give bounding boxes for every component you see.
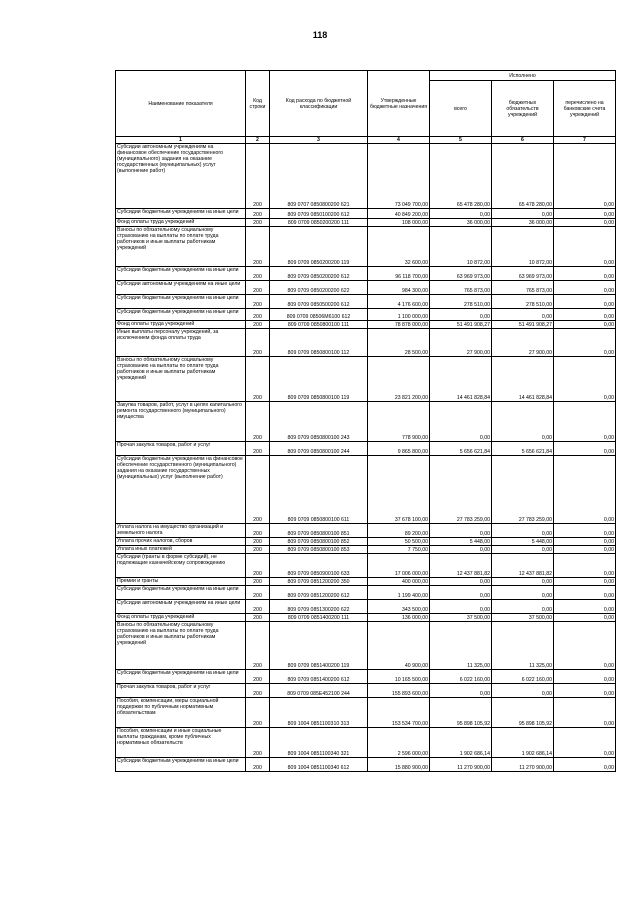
row-budget-inst: 5 448,00 <box>492 538 554 546</box>
row-code: 200 <box>246 614 270 622</box>
row-expense-code: 809 0709 0851200200 612 <box>270 586 368 600</box>
row-budget-inst: 63 969 973,00 <box>492 267 554 281</box>
row-total: 11 270 900,00 <box>430 758 492 772</box>
row-name: Пособия, компенсации, меры социальной поддержки по публичным нормативным обязательствам <box>116 698 246 728</box>
row-bank-transfer: 0,00 <box>554 281 616 295</box>
row-budget-inst: 37 500,00 <box>492 614 554 622</box>
row-bank-transfer: 0,00 <box>554 728 616 758</box>
table-row <box>116 309 616 321</box>
row-code: 200 <box>246 698 270 728</box>
row-budget-inst: 95 898 105,92 <box>492 698 554 728</box>
row-bank-transfer: 0,00 <box>554 321 616 329</box>
row-total: 37 500,00 <box>430 614 492 622</box>
row-approved: 96 118 700,00 <box>368 267 430 281</box>
row-bank-transfer: 0,00 <box>554 295 616 309</box>
row-name: Взносы по обязательному социальному страхованию на выплаты по оплате труда работников и иные выплаты работникам учреждений <box>116 357 246 402</box>
row-expense-code: 809 0709 0851400200 612 <box>270 670 368 684</box>
row-expense-code: 809 0709 08506M6100 612 <box>270 309 368 321</box>
row-bank-transfer: 0,00 <box>554 209 616 219</box>
row-total: 1 902 686,14 <box>430 728 492 758</box>
row-code: 200 <box>246 456 270 524</box>
row-name: Субсидии бюджетным учреждениям на иные цели <box>116 267 246 281</box>
col-number: 4 <box>368 137 430 144</box>
row-budget-inst: 0,00 <box>492 578 554 586</box>
row-code: 200 <box>246 329 270 357</box>
row-bank-transfer: 0,00 <box>554 578 616 586</box>
header-code: Код строки <box>246 71 270 137</box>
row-approved: 984 300,00 <box>368 281 430 295</box>
row-bank-transfer: 0,00 <box>554 357 616 402</box>
row-approved: 73 049 700,00 <box>368 144 430 209</box>
header-executed: Исполнено <box>430 71 616 81</box>
row-budget-inst: 6 022 160,00 <box>492 670 554 684</box>
row-expense-code: 809 0709 0850800100 852 <box>270 538 368 546</box>
row-total: 10 872,00 <box>430 227 492 267</box>
row-approved: 37 678 100,00 <box>368 456 430 524</box>
row-name: Взносы по обязательному социальному страхованию на выплаты по оплате труда работников и иные выплаты работникам учреждений <box>116 622 246 670</box>
row-code: 200 <box>246 209 270 219</box>
row-approved: 17 006 000,00 <box>368 554 430 578</box>
row-approved: 1 199 400,00 <box>368 586 430 600</box>
row-budget-inst: 65 478 280,00 <box>492 144 554 209</box>
row-total: 27 783 259,00 <box>430 456 492 524</box>
table-row <box>116 267 616 281</box>
row-approved: 4 176 600,00 <box>368 295 430 309</box>
row-approved: 23 821 200,00 <box>368 357 430 402</box>
row-approved: 15 880 900,00 <box>368 758 430 772</box>
row-expense-code: 809 0709 0850900100 633 <box>270 554 368 578</box>
table-row <box>116 586 616 600</box>
row-budget-inst: 36 000,00 <box>492 219 554 227</box>
row-code: 200 <box>246 600 270 614</box>
table-row <box>116 402 616 442</box>
page-number: 118 <box>312 30 328 40</box>
row-code: 200 <box>246 622 270 670</box>
row-total: 95 898 105,92 <box>430 698 492 728</box>
row-code: 200 <box>246 586 270 600</box>
row-bank-transfer: 0,00 <box>554 758 616 772</box>
row-approved: 7 750,00 <box>368 546 430 554</box>
row-budget-inst: 0,00 <box>492 309 554 321</box>
table-row <box>116 329 616 357</box>
row-name: Субсидии автономным учреждениям на иные цели <box>116 600 246 614</box>
row-approved: 78 878 000,00 <box>368 321 430 329</box>
row-budget-inst: 14 461 828,84 <box>492 357 554 402</box>
row-budget-inst: 27 900,00 <box>492 329 554 357</box>
table-row <box>116 219 616 227</box>
table-row <box>116 295 616 309</box>
row-approved: 40 849 200,00 <box>368 209 430 219</box>
row-approved: 343 500,00 <box>368 600 430 614</box>
row-name: Уплата иных платежей <box>116 546 246 554</box>
row-total: 0,00 <box>430 684 492 698</box>
table-row <box>116 546 616 554</box>
row-budget-inst: 12 437 881,82 <box>492 554 554 578</box>
row-expense-code: 809 0709 0850800100 119 <box>270 357 368 402</box>
row-total: 0,00 <box>430 309 492 321</box>
row-approved: 155 893 600,00 <box>368 684 430 698</box>
row-total: 5 656 621,84 <box>430 442 492 456</box>
row-name: Уплата прочих налогов, сборов <box>116 538 246 546</box>
row-approved: 10 165 500,00 <box>368 670 430 684</box>
header-total: всего <box>430 81 492 137</box>
row-total: 14 461 828,84 <box>430 357 492 402</box>
row-name: Взносы по обязательному социальному страхованию на выплаты по оплате труда работников и иные выплаты работникам учреждений <box>116 227 246 267</box>
row-total: 51 491 908,27 <box>430 321 492 329</box>
row-expense-code: 809 0707 0850800200 621 <box>270 144 368 209</box>
row-approved: 136 000,00 <box>368 614 430 622</box>
table-row <box>116 554 616 578</box>
row-approved: 32 600,00 <box>368 227 430 267</box>
row-code: 200 <box>246 309 270 321</box>
row-total: 0,00 <box>430 586 492 600</box>
row-code: 200 <box>246 684 270 698</box>
row-name: Субсидии бюджетным учреждениям на иные цели <box>116 209 246 219</box>
row-approved: 108 000,00 <box>368 219 430 227</box>
row-bank-transfer: 0,00 <box>554 329 616 357</box>
row-total: 63 969 973,00 <box>430 267 492 281</box>
row-code: 200 <box>246 442 270 456</box>
row-budget-inst: 11 325,00 <box>492 622 554 670</box>
row-code: 200 <box>246 144 270 209</box>
row-expense-code: 809 0709 0851400200 111 <box>270 614 368 622</box>
table-row <box>116 758 616 772</box>
row-bank-transfer: 0,00 <box>554 698 616 728</box>
row-total: 0,00 <box>430 600 492 614</box>
table-row <box>116 144 616 209</box>
row-budget-inst: 11 270 900,00 <box>492 758 554 772</box>
row-total: 0,00 <box>430 578 492 586</box>
row-expense-code: 809 0709 0850800100 851 <box>270 524 368 538</box>
col-number: 3 <box>270 137 368 144</box>
table-row <box>116 538 616 546</box>
row-name: Прочая закупка товаров, работ и услуг <box>116 442 246 456</box>
row-bank-transfer: 0,00 <box>554 456 616 524</box>
row-bank-transfer: 0,00 <box>554 546 616 554</box>
row-budget-inst: 27 783 259,00 <box>492 456 554 524</box>
row-code: 200 <box>246 554 270 578</box>
row-approved: 28 500,00 <box>368 329 430 357</box>
row-budget-inst: 51 491 908,27 <box>492 321 554 329</box>
row-name: Субсидии бюджетным учреждениям на финансовое обеспечение государственного (муниципального) задания на оказание государственных (муниципальных) услуг (выполнение работ) <box>116 456 246 524</box>
row-name: Иные выплаты персоналу учреждений, за исключением фонда оплаты труда <box>116 329 246 357</box>
row-approved: 778 900,00 <box>368 402 430 442</box>
row-code: 200 <box>246 227 270 267</box>
row-bank-transfer: 0,00 <box>554 622 616 670</box>
row-name: Субсидии автономным учреждениям на финансовое обеспечение государственного (муниципального) задания на оказание государственных (муниципальных) услуг (выполнение работ) <box>116 144 246 209</box>
row-total: 765 873,00 <box>430 281 492 295</box>
row-expense-code: 809 0709 0850800100 611 <box>270 456 368 524</box>
row-name: Фонд оплаты труда учреждений <box>116 321 246 329</box>
header-budget-inst: бюджетных обязательств учреждений <box>492 81 554 137</box>
row-budget-inst: 0,00 <box>492 546 554 554</box>
row-total: 0,00 <box>430 209 492 219</box>
row-bank-transfer: 0,00 <box>554 227 616 267</box>
col-number: 1 <box>116 137 246 144</box>
row-name: Субсидии бюджетным учреждениям на иные цели <box>116 309 246 321</box>
row-approved: 2 596 000,00 <box>368 728 430 758</box>
row-total: 11 325,00 <box>430 622 492 670</box>
row-code: 200 <box>246 546 270 554</box>
row-name: Премии и гранты <box>116 578 246 586</box>
row-bank-transfer: 0,00 <box>554 538 616 546</box>
row-code: 200 <box>246 578 270 586</box>
row-expense-code: 809 0709 0850800100 243 <box>270 402 368 442</box>
row-bank-transfer: 0,00 <box>554 524 616 538</box>
row-name: Пособия, компенсации и иные социальные выплаты гражданам, кроме публичных нормативных обязательств <box>116 728 246 758</box>
table-row <box>116 600 616 614</box>
row-code: 200 <box>246 402 270 442</box>
row-total: 0,00 <box>430 524 492 538</box>
col-number: 2 <box>246 137 270 144</box>
table-row <box>116 684 616 698</box>
header-expense-code: Код расхода по бюджетной классификации <box>270 71 368 137</box>
table-row <box>116 321 616 329</box>
row-code: 200 <box>246 321 270 329</box>
row-name: Субсидии бюджетным учреждениям на иные цели <box>116 295 246 309</box>
row-code: 200 <box>246 219 270 227</box>
row-expense-code: 809 0709 0850800100 853 <box>270 546 368 554</box>
budget-execution-table <box>115 70 616 772</box>
row-name: Субсидии бюджетным учреждениям на иные цели <box>116 670 246 684</box>
table-row <box>116 728 616 758</box>
row-total: 5 448,00 <box>430 538 492 546</box>
row-name: Субсидии бюджетным учреждениям на иные цели <box>116 758 246 772</box>
row-code: 200 <box>246 295 270 309</box>
row-approved: 1 100 000,00 <box>368 309 430 321</box>
row-name: Прочая закупка товаров, работ и услуг <box>116 684 246 698</box>
row-name: Закупка товаров, работ, услуг в целях капитального ремонта государственного (муниципального) имущества <box>116 402 246 442</box>
row-budget-inst: 0,00 <box>492 600 554 614</box>
row-bank-transfer: 0,00 <box>554 586 616 600</box>
row-budget-inst: 10 872,00 <box>492 227 554 267</box>
table-row <box>116 670 616 684</box>
table-row <box>116 281 616 295</box>
row-budget-inst: 0,00 <box>492 586 554 600</box>
row-budget-inst: 5 656 621,84 <box>492 442 554 456</box>
row-budget-inst: 0,00 <box>492 684 554 698</box>
row-name: Фонд оплаты труда учреждений <box>116 219 246 227</box>
row-bank-transfer: 0,00 <box>554 614 616 622</box>
row-budget-inst: 0,00 <box>492 524 554 538</box>
row-code: 200 <box>246 524 270 538</box>
row-expense-code: 809 0709 0850200200 119 <box>270 227 368 267</box>
row-bank-transfer: 0,00 <box>554 554 616 578</box>
table-row <box>116 524 616 538</box>
row-name: Субсидии (гранты в форме субсидий), не подлежащие казначейскому сопровождению <box>116 554 246 578</box>
row-approved: 9 865 800,00 <box>368 442 430 456</box>
row-bank-transfer: 0,00 <box>554 670 616 684</box>
row-bank-transfer: 0,00 <box>554 144 616 209</box>
table-row <box>116 357 616 402</box>
table-row <box>116 442 616 456</box>
row-code: 200 <box>246 728 270 758</box>
row-expense-code: 809 0709 0850200200 612 <box>270 267 368 281</box>
row-expense-code: 809 0709 0851200200 350 <box>270 578 368 586</box>
row-expense-code: 809 0709 0850800100 111 <box>270 321 368 329</box>
row-total: 6 022 160,00 <box>430 670 492 684</box>
row-expense-code: 809 0709 0850500200 612 <box>270 295 368 309</box>
row-bank-transfer: 0,00 <box>554 442 616 456</box>
header-approved: Утвержденные бюджетные назначения <box>368 71 430 137</box>
row-bank-transfer: 0,00 <box>554 219 616 227</box>
col-number: 6 <box>492 137 554 144</box>
table-row <box>116 578 616 586</box>
row-budget-inst: 1 902 686,14 <box>492 728 554 758</box>
row-total: 36 000,00 <box>430 219 492 227</box>
row-budget-inst: 0,00 <box>492 209 554 219</box>
row-approved: 89 200,00 <box>368 524 430 538</box>
table-row <box>116 614 616 622</box>
row-code: 200 <box>246 758 270 772</box>
row-name: Субсидии бюджетным учреждениям на иные цели <box>116 586 246 600</box>
row-total: 278 510,00 <box>430 295 492 309</box>
table-row <box>116 622 616 670</box>
row-bank-transfer: 0,00 <box>554 600 616 614</box>
row-total: 27 900,00 <box>430 329 492 357</box>
row-total: 0,00 <box>430 402 492 442</box>
table-row <box>116 227 616 267</box>
row-total: 12 437 881,82 <box>430 554 492 578</box>
row-code: 200 <box>246 538 270 546</box>
row-expense-code: 809 1004 0851100310 313 <box>270 698 368 728</box>
row-budget-inst: 765 873,00 <box>492 281 554 295</box>
row-total: 65 478 280,00 <box>430 144 492 209</box>
row-expense-code: 809 1004 0851100340 612 <box>270 758 368 772</box>
header-bank-transfer: перечислено на банковские счета учреждений <box>554 81 616 137</box>
row-code: 200 <box>246 267 270 281</box>
row-name: Фонд оплаты труда учреждений <box>116 614 246 622</box>
row-expense-code: 809 0709 0850800100 244 <box>270 442 368 456</box>
row-approved: 40 900,00 <box>368 622 430 670</box>
row-expense-code: 809 1004 0851100340 321 <box>270 728 368 758</box>
row-budget-inst: 278 510,00 <box>492 295 554 309</box>
row-code: 200 <box>246 281 270 295</box>
table-row <box>116 456 616 524</box>
col-number: 7 <box>554 137 616 144</box>
row-bank-transfer: 0,00 <box>554 684 616 698</box>
row-name: Уплата налога на имущество организаций и земельного налога <box>116 524 246 538</box>
row-bank-transfer: 0,00 <box>554 402 616 442</box>
row-expense-code: 809 0709 0850800100 112 <box>270 329 368 357</box>
row-name: Субсидии автономным учреждениям на иные цели <box>116 281 246 295</box>
header-name: Наименование показателя <box>116 71 246 137</box>
row-expense-code: 809 0709 0851300200 622 <box>270 600 368 614</box>
row-bank-transfer: 0,00 <box>554 267 616 281</box>
row-expense-code: 809 0709 085E452100 244 <box>270 684 368 698</box>
row-bank-transfer: 0,00 <box>554 309 616 321</box>
table-row <box>116 698 616 728</box>
row-approved: 400 000,00 <box>368 578 430 586</box>
row-budget-inst: 0,00 <box>492 402 554 442</box>
row-approved: 153 534 700,00 <box>368 698 430 728</box>
row-code: 200 <box>246 670 270 684</box>
row-expense-code: 809 0709 0850200200 622 <box>270 281 368 295</box>
row-code: 200 <box>246 357 270 402</box>
row-expense-code: 809 0709 0850100200 612 <box>270 209 368 219</box>
row-approved: 50 500,00 <box>368 538 430 546</box>
col-number: 5 <box>430 137 492 144</box>
row-expense-code: 809 0709 0851400200 119 <box>270 622 368 670</box>
row-total: 0,00 <box>430 546 492 554</box>
table-row <box>116 209 616 219</box>
row-expense-code: 809 0709 0850200200 111 <box>270 219 368 227</box>
column-number-row <box>116 137 616 144</box>
budget-table-container <box>115 70 615 772</box>
